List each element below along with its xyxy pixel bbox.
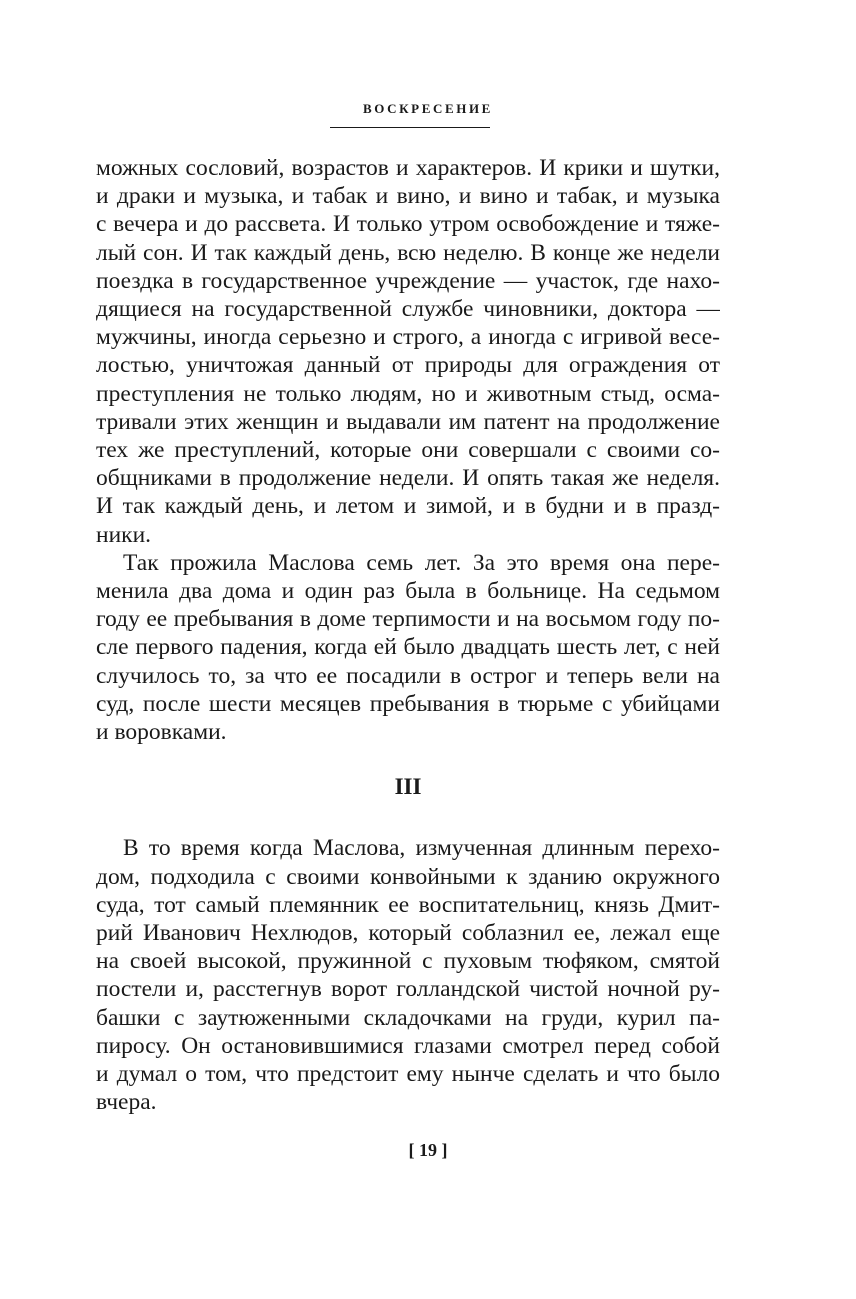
running-head: ВОСКРЕСЕНИЕ xyxy=(363,101,493,116)
text-line: и драки и музыка, и табак и вино, и вино и табак, и музыка xyxy=(96,183,720,210)
text-line: дом, подходила с своими конвойными к зданию окружного xyxy=(96,863,720,890)
text-line: суда, тот самый племянник ее воспитательниц, князь Дмит- xyxy=(96,891,720,918)
page-number: [ 19 ] xyxy=(408,1140,448,1160)
text-line: сле первого падения, когда ей было двадцать шесть лет, с ней xyxy=(96,634,720,661)
text-line: тех же преступлений, которые они совершали с своими со- xyxy=(96,437,720,464)
paragraph-3 xyxy=(96,834,720,1116)
text-line: случилось то, за что ее посадили в острог и теперь вели на xyxy=(96,662,720,689)
text-line: Так прожила Маслова семь лет. За это время она пере- xyxy=(123,549,720,576)
text-line: лый сон. И так каждый день, всю неделю. В конце же недели xyxy=(96,239,720,266)
text-line: поездка в государственное учреждение — участок, где нахо- xyxy=(96,267,720,294)
text-line: В то время когда Маслова, измученная длинным перехо- xyxy=(123,835,720,862)
text-line: пиросу. Он остановившимися глазами смотрел перед собой xyxy=(96,1032,720,1059)
text-line: общниками в продолжение недели. И опять такая же неделя. xyxy=(96,465,720,492)
text-line: и думал о том, что предстоит ему нынче сделать и что было xyxy=(96,1061,720,1088)
text-line: лостью, уничтожая данный от природы для ограждения от xyxy=(96,352,720,379)
text-line: суд, после шести месяцев пребывания в тюрьме с убийцами xyxy=(96,690,720,717)
text-line: рий Иванович Нехлюдов, который соблазнил ее, лежал еще xyxy=(96,920,720,947)
text-line: ники. xyxy=(96,521,152,548)
text-line: постели и, расстегнув ворот голландской чистой ночной ру- xyxy=(96,976,720,1003)
text-line: менила два дома и один раз была в больнице. На седьмом xyxy=(96,578,720,605)
body-text xyxy=(96,154,720,1116)
text-line: мужчины, иногда серьезно и строго, а иногда с игривой весе- xyxy=(96,324,720,351)
text-line: и воровками. xyxy=(96,719,227,746)
text-line: башки с заутюженными складочками на груди, курил па- xyxy=(96,1004,720,1031)
text-line: тривали этих женщин и выдавали им патент на продолжение xyxy=(96,408,720,435)
chapter-heading: III xyxy=(394,774,422,800)
paragraph-2 xyxy=(96,549,720,746)
text-line: на своей высокой, пружинной с пуховым тюфяком, смятой xyxy=(96,948,720,975)
text-line: преступления не только людям, но и животным стыд, осма- xyxy=(96,380,720,407)
text-line: вчера. xyxy=(96,1089,157,1116)
text-line: с вечера и до рассвета. И только утром освобождение и тяже- xyxy=(96,211,720,238)
text-line: дящиеся на государственной службе чиновники, доктора — xyxy=(96,296,720,323)
running-head-rule xyxy=(330,127,490,128)
text-line: И так каждый день, и летом и зимой, и в будни и в празд- xyxy=(96,493,720,520)
paragraph-1 xyxy=(96,154,720,549)
text-line: можных сословий, возрастов и характеров. И крики и шутки, xyxy=(96,155,720,181)
text-line: году ее пребывания в доме терпимости и на восьмом году по- xyxy=(96,606,720,633)
